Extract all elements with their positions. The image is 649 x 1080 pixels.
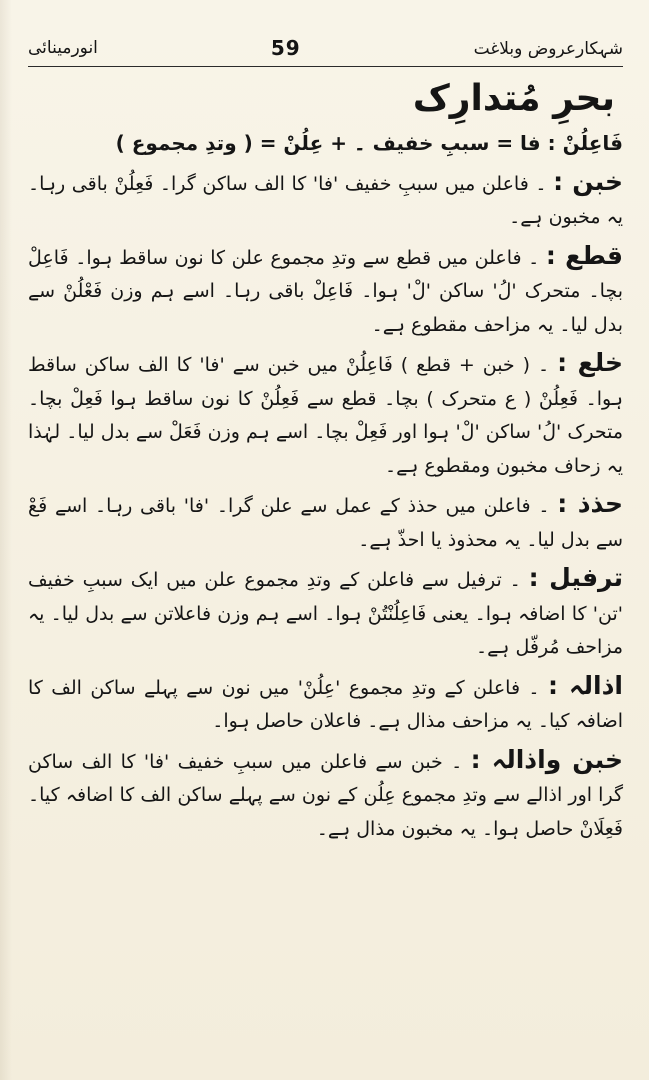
section-term: خلع :: [557, 348, 623, 377]
running-header: [28, 30, 623, 67]
section-qata: [28, 239, 623, 343]
section-text: ۔ فاعلن میں حذذ کے عمل سے علن گرا۔ 'فا' باقی رہا۔ اسے فَعْ سے بدل لیا۔ یہ محذوذ یا احذّ ہے۔: [28, 495, 623, 551]
book-title: شہکارعروض وبلاغت: [473, 38, 623, 59]
chapter-title: بحرِ مُتدارِک: [412, 78, 615, 119]
meter-intro: فَاعِلُنْ : فا = سببِ خفیف ۔ + عِلُنْ = ( وتدِ مجموع ): [115, 131, 623, 155]
section-term: حذذ :: [557, 489, 623, 518]
section-tarfeel: [28, 561, 623, 665]
section-term: خبن :: [553, 166, 624, 196]
author-name: انورمینائی: [28, 38, 98, 58]
section-text: ۔ ( خبن + قطع ) فَاعِلُنْ میں خبن سے 'فا' کا الف ساکن ساقط ہوا۔ فَعِلُنْ ( ع متحرک ) بچا۔ قطع سے فَعِلُنْ کا نون ساقط ہوا فَعِلْ بچا۔ متحرک 'لُ' ساکن 'لْ' ہوا اور فَعِلْ بچا۔ اسے ہم وزن فَعَلْ سے بدل لیا۔ لہٰذا یہ زحاف مخبون ومقطوع ہے۔: [28, 354, 623, 477]
section-khabn: [28, 165, 623, 235]
section-khala: [28, 346, 623, 483]
section-text: ۔ فاعلن میں سببِ خفیف 'فا' کا الف ساکن گرا۔ فَعِلُنْ باقی رہا۔ یہ مخبون ہے۔: [28, 172, 623, 228]
section-term: ترفیل :: [528, 563, 623, 592]
section-text: ۔ ترفیل سے فاعلن کے وتدِ مجموع علن میں ایک سببِ خفیف 'تن' کا اضافہ ہوا۔ یعنی فَاعِلُنْتُنْ ہوا۔ اسے ہم وزن فاعلاتن سے بدل لیا۔ یہ مزاحف مُرفّل ہے۔: [28, 569, 623, 658]
section-term: خبن واذالہ :: [470, 744, 623, 774]
section-hazaz: [28, 487, 623, 557]
page-number: 59: [270, 36, 301, 60]
body-text: [28, 127, 623, 846]
section-text: ۔ فاعلن کے وتدِ مجموع 'عِلُنْ' میں نون سے پہلے ساکن الف کا اضافہ کیا۔ یہ مزاحف مذال ہے۔ فاعلان حاصل ہوا۔: [28, 676, 623, 732]
section-izala: [28, 669, 623, 739]
section-text: ۔ فاعلن میں قطع سے وتدِ مجموع علن کا نون ساقط ہوا۔ فَاعِلْ بچا۔ متحرک 'لُ' ساکن 'لْ' ہوا۔ فَاعِلْ باقی رہا۔ اسے ہم وزن فَعْلُنْ سے بدل لیا۔ یہ مزاحف مقطوع ہے۔: [28, 246, 623, 336]
section-term: اذالہ :: [547, 670, 623, 700]
section-khabn-wa-izala: [28, 743, 623, 847]
section-term: قطع :: [545, 240, 623, 270]
section-text: ۔ خبن سے فاعلن میں سببِ خفیف 'فا' کا الف ساکن گرا اور اذالے سے وتدِ مجموع عِلُن کے نون سے پہلے ساکن الف کا اضافہ کیا۔ فَعِلَانْ حاصل ہوا۔ یہ مخبون مذال ہے۔: [28, 750, 623, 840]
